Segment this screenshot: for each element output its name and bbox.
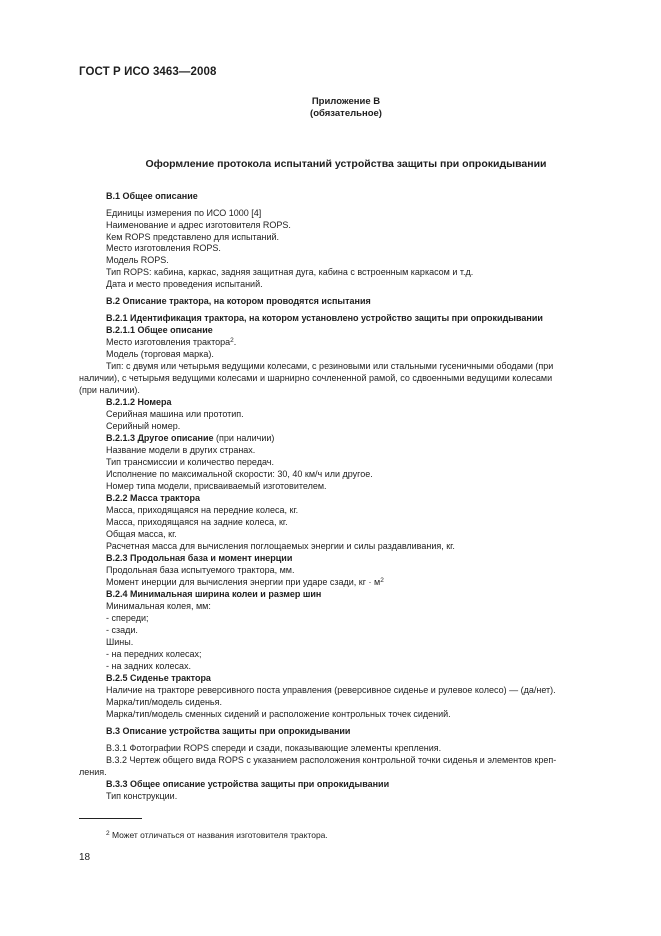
line-text: Кем ROPS представлено для испытаний.: [106, 232, 280, 242]
line-text: Единицы измерения по ИСО 1000 [4]: [106, 208, 262, 218]
line-text-rest: (при наличии): [213, 433, 275, 443]
superscript: 2: [380, 577, 384, 584]
line-text: В.2.4 Минимальная ширина колеи и размер шин: [106, 589, 322, 599]
body-line: [106, 637, 133, 648]
line-text: Масса, приходящаяся на задние колеса, кг.: [106, 517, 288, 527]
line-text: Общая масса, кг.: [106, 529, 177, 539]
line-text: В.2.5 Сиденье трактора: [106, 673, 211, 683]
line-text: - на передних колесах;: [106, 649, 202, 659]
body-line: [106, 697, 222, 708]
footnote-marker: 2: [106, 830, 110, 837]
line-text: В.2.1.1 Общее описание: [106, 325, 213, 335]
line-text: Марка/тип/модель сиденья.: [106, 697, 222, 707]
section-heading: [106, 589, 321, 600]
line-text: В.2.1.2 Номера: [106, 397, 172, 407]
footnote: [106, 830, 328, 840]
line-text: Тип трансмиссии и количество передач.: [106, 457, 274, 467]
line-text: В.3 Описание устройства защиты при опрокидывании: [106, 726, 351, 736]
appendix-title: Приложение В: [311, 96, 381, 107]
line-text: Исполнение по максимальной скорости: 30, 40 км/ч или другое.: [106, 469, 373, 479]
section-heading: [106, 779, 389, 790]
line-text: Марка/тип/модель сменных сидений и расположение контрольных точек сидений.: [106, 709, 451, 719]
document-header: ГОСТ Р ИСО 3463—2008: [79, 66, 217, 78]
body-line: [106, 337, 236, 348]
line-text: наличии), с четырьмя ведущими колесами и шарнирно сочлененной рамой, со сдвоенными ведущими колесами: [79, 373, 553, 383]
line-text: Шины.: [106, 637, 134, 647]
section-heading: [106, 553, 292, 564]
body-line: [106, 791, 177, 802]
body-line: [106, 349, 214, 360]
body-line: [106, 361, 553, 372]
body-line: [106, 541, 455, 552]
body-line: [106, 529, 177, 540]
line-text: Наименование и адрес изготовителя ROPS.: [106, 220, 291, 230]
page-number: 18: [79, 852, 91, 863]
body-line: [106, 255, 169, 266]
section-heading: [106, 296, 371, 307]
section-heading: [106, 325, 213, 336]
line-text: В.3.3 Общее описание устройства защиты при опрокидывании: [106, 779, 390, 789]
body-line: [106, 517, 288, 528]
line-text: В.3.2 Чертеж общего вида ROPS с указанием расположения контрольной точки сиденья и элементов креп-: [106, 755, 557, 765]
line-text: Момент инерции для вычисления энергии при ударе сзади, кг · м: [106, 577, 381, 587]
body-line: [106, 279, 263, 290]
body-line: [106, 409, 244, 420]
line-text: В.2.3 Продольная база и момент инерции: [106, 553, 293, 563]
line-text: Название модели в других странах.: [106, 445, 256, 455]
section-heading: [106, 726, 350, 737]
footnote-text: Может отличаться от названия изготовителя трактора.: [109, 830, 328, 840]
body-line: [106, 267, 473, 278]
line-text: (при наличии).: [79, 385, 140, 395]
line-text: В.1 Общее описание: [106, 191, 198, 201]
line-text: В.2 Описание трактора, на котором проводятся испытания: [106, 296, 371, 306]
section-heading: [106, 313, 543, 324]
line-text: Продольная база испытуемого трактора, мм.: [106, 565, 295, 575]
body-line: [106, 243, 221, 254]
body-line: [106, 421, 180, 432]
footnote-separator: [79, 818, 142, 819]
line-text-tail: .: [233, 337, 237, 347]
line-text: - сзади.: [106, 625, 138, 635]
line-text: Масса, приходящаяся на передние колеса, кг.: [106, 505, 299, 515]
body-line: [106, 685, 556, 696]
body-line: [79, 385, 140, 396]
line-text: Модель (торговая марка).: [106, 349, 214, 359]
body-line: [106, 457, 274, 468]
body-line: [106, 649, 202, 660]
section-heading: [106, 673, 211, 684]
line-text: Расчетная масса для вычисления поглощаемых энергии и силы раздавливания, кг.: [106, 541, 455, 551]
line-text: ления.: [79, 767, 107, 777]
body-line: [106, 577, 384, 588]
body-line: [106, 505, 298, 516]
body-line: [106, 709, 451, 720]
body-line: [106, 755, 556, 766]
section-heading: [106, 397, 172, 408]
body-line: [106, 613, 148, 624]
section-heading: [106, 433, 274, 444]
line-text: Тип ROPS: кабина, каркас, задняя защитная дуга, кабина с встроенным каркасом и т.д.: [106, 267, 474, 277]
appendix-status: (обязательное): [310, 108, 382, 119]
body-line: [79, 767, 107, 778]
body-line: [106, 743, 441, 754]
body-line: [79, 373, 552, 384]
line-text: Наличие на тракторе реверсивного поста управления (реверсивное сиденье и рулевое колесо) — (да/нет).: [106, 685, 556, 695]
line-text: Дата и место проведения испытаний.: [106, 279, 263, 289]
line-text: В.2.1.3 Другое описание: [106, 433, 214, 443]
line-text: Серийная машина или прототип.: [106, 409, 244, 419]
body-line: [106, 661, 191, 672]
line-text: Место изготовления ROPS.: [106, 243, 221, 253]
section-heading: [106, 493, 200, 504]
line-text: - на задних колесах.: [106, 661, 191, 671]
line-text: Серийный номер.: [106, 421, 181, 431]
body-line: [106, 208, 261, 219]
document-title: Оформление протокола испытаний устройства защиты при опрокидывании: [145, 158, 547, 170]
line-text: Место изготовления трактора: [106, 337, 231, 347]
body-line: [106, 232, 279, 243]
line-text: В.3.1 Фотографии ROPS спереди и сзади, показывающие элементы крепления.: [106, 743, 442, 753]
line-text: Номер типа модели, присваиваемый изготовителем.: [106, 481, 327, 491]
body-line: [106, 469, 373, 480]
body-line: [106, 445, 255, 456]
line-text: - спереди;: [106, 613, 149, 623]
section-heading: [106, 191, 198, 202]
line-text: Тип: с двумя или четырьмя ведущими колесами, с резиновыми или стальными гусеничными ободами (при: [106, 361, 554, 371]
body-line: [106, 565, 294, 576]
body-line: [106, 481, 327, 492]
line-text: В.2.1 Идентификация трактора, на котором установлено устройство защиты при опрокидывании: [106, 313, 543, 323]
body-line: [106, 601, 211, 612]
body-line: [106, 625, 138, 636]
body-line: [106, 220, 291, 231]
line-text: Модель ROPS.: [106, 255, 169, 265]
superscript: 2: [230, 337, 234, 344]
line-text: Минимальная колея, мм:: [106, 601, 211, 611]
line-text: Тип конструкции.: [106, 791, 178, 801]
line-text: В.2.2 Масса трактора: [106, 493, 200, 503]
